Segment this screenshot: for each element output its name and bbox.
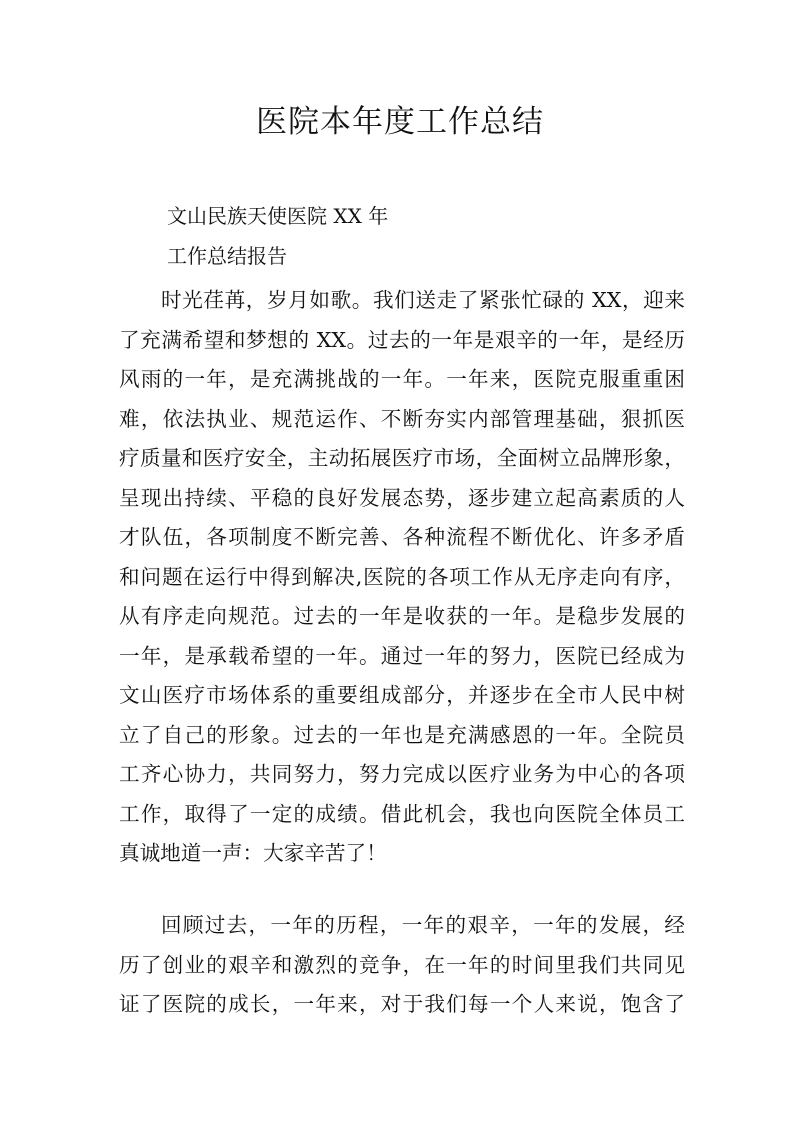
paragraph-line: 证了医院的成长，一年来，对于我们每一个人来说，饱含了 bbox=[119, 992, 685, 1016]
paragraph-line: 立了自己的形象。过去的一年也是充满感恩的一年。全院员 bbox=[119, 722, 685, 747]
paragraph-line: 呈现出持续、平稳的良好发展态势，逐步建立起高素质的人 bbox=[119, 485, 685, 510]
paragraph-line: 疗质量和医疗安全，主动拓展医疗市场，全面树立品牌形象， bbox=[119, 446, 685, 470]
paragraph-line: 难，依法执业、规范运作、不断夯实内部管理基础，狠抓医 bbox=[119, 406, 685, 431]
document-title: 医院本年度工作总结 bbox=[256, 104, 544, 140]
paragraph-line: 真诚地道一声：大家辛苦了！ bbox=[119, 841, 387, 865]
paragraph-line: 工齐心协力，共同努力，努力完成以医疗业务为中心的各项 bbox=[119, 762, 685, 786]
paragraph-line: 从有序走向规范。过去的一年是收获的一年。是稳步发展的 bbox=[119, 604, 685, 628]
paragraph-line: 才队伍，各项制度不断完善、各种流程不断优化、许多矛盾 bbox=[119, 525, 685, 549]
paragraph-line: 文山医疗市场体系的重要组成部分，并逐步在全市人民中树 bbox=[119, 683, 685, 707]
paragraph-line: 了充满希望和梦想的 XX。过去的一年是艰辛的一年，是经历 bbox=[119, 327, 685, 352]
paragraph-line: 风雨的一年，是充满挑战的一年。一年来，医院克服重重困 bbox=[119, 367, 685, 391]
report-subtitle-line: 工作总结报告 bbox=[167, 244, 287, 268]
paragraph-line: 历了创业的艰辛和激烈的竞争，在一年的时间里我们共同见 bbox=[119, 952, 685, 977]
paragraph-line: 时光荏苒，岁月如歌。我们送走了紧张忙碌的 XX，迎来 bbox=[161, 288, 685, 312]
paragraph-line: 和问题在运行中得到解决,医院的各项工作从无序走向有序， bbox=[119, 564, 685, 589]
paragraph-line: 一年，是承载希望的一年。通过一年的努力，医院已经成为 bbox=[119, 643, 685, 668]
paragraph-line: 工作，取得了一定的成绩。借此机会，我也向医院全体员工 bbox=[119, 801, 685, 826]
paragraph-1 bbox=[119, 281, 685, 874]
paragraph-2 bbox=[119, 906, 685, 1025]
paragraph-line: 回顾过去，一年的历程，一年的艰辛，一年的发展，经 bbox=[161, 913, 685, 937]
hospital-name-line: 文山民族天使医院 XX 年 bbox=[167, 204, 389, 228]
